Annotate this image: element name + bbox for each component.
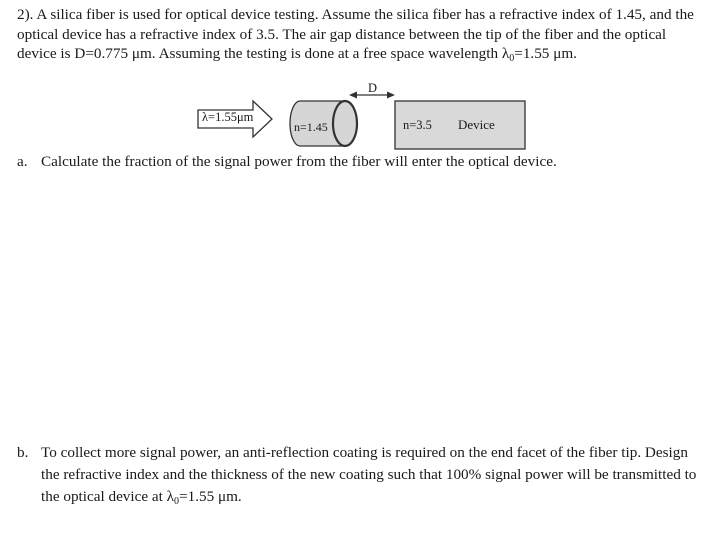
part-a-letter: a. bbox=[17, 153, 28, 170]
part-b bbox=[17, 442, 707, 513]
part-b-text: To collect more signal power, an anti-reflection coating is required on the end facet of the fiber tip. Design the refractive index and the thickness of the new coating such that 100% signal power will be transmitted to the optical device at λ bbox=[41, 444, 697, 505]
fiber-end-facet bbox=[333, 101, 357, 146]
part-a-text: Calculate the fraction of the signal power from the fiber will enter the optical device. bbox=[41, 153, 557, 170]
part-a bbox=[17, 151, 707, 173]
gap-arrow-right bbox=[387, 92, 395, 99]
wavelength-label: λ=1.55μm bbox=[202, 110, 254, 124]
fiber-device-figure bbox=[0, 0, 718, 160]
wavelength-subscript: 0 bbox=[509, 53, 515, 64]
gap-arrow-left bbox=[349, 92, 357, 99]
device-label: Device bbox=[458, 117, 495, 132]
part-b-letter: b. bbox=[17, 444, 29, 461]
part-b-wavelength-subscript: 0 bbox=[174, 496, 180, 507]
device-index-label: n=3.5 bbox=[403, 118, 432, 132]
fiber-index-label: n=1.45 bbox=[294, 120, 328, 134]
problem-intro: 2). A silica fiber is used for optical device testing. Assume the silica fiber has a refractive index of 1.45, and the optical device has a refractive index of 3.5. The air gap distance between the tip of the fiber and the optical device is D=0.775 μm. Assuming the testing is done at a free space wavelength λ bbox=[17, 6, 694, 62]
part-b-text-end: =1.55 μm. bbox=[179, 488, 242, 505]
gap-distance-label: D bbox=[368, 81, 378, 95]
problem-intro-end: =1.55 μm. bbox=[514, 45, 577, 62]
part-b-body bbox=[41, 442, 707, 513]
figure-drawing bbox=[0, 0, 718, 160]
